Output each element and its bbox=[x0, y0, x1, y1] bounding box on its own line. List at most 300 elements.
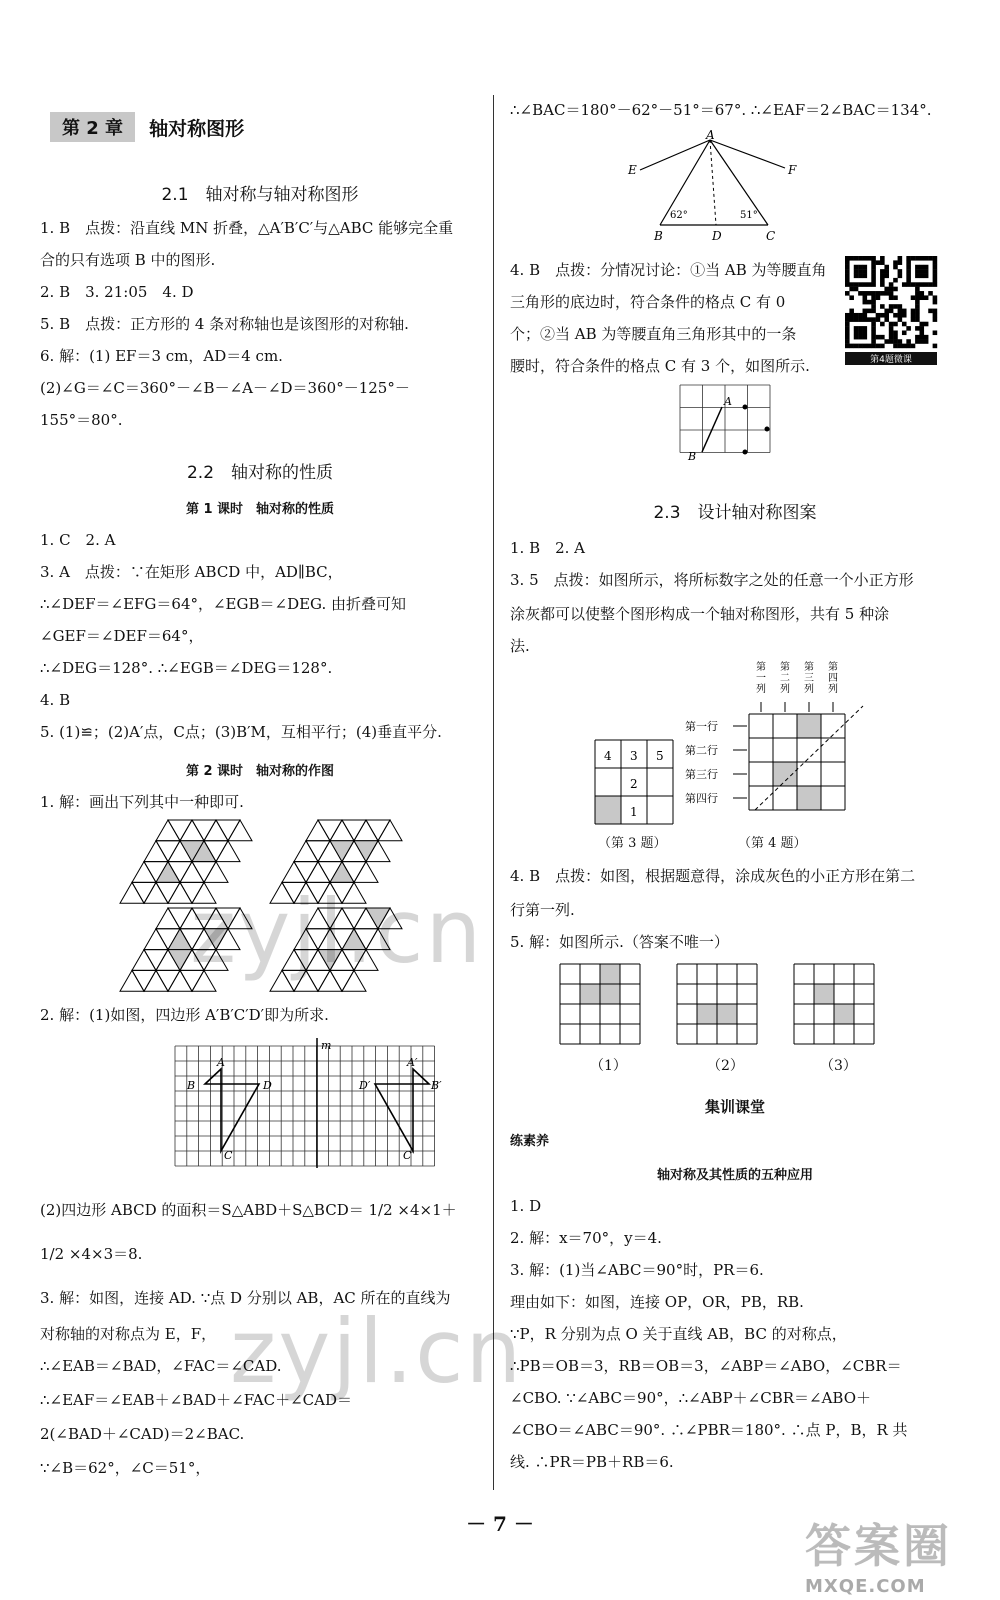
lattice-triangle bbox=[120, 970, 144, 991]
qr-module bbox=[915, 317, 920, 322]
qr-module bbox=[915, 287, 920, 292]
qr-module bbox=[858, 274, 863, 279]
qr-module bbox=[849, 295, 854, 300]
shaded-cell bbox=[834, 1004, 854, 1024]
qr-module bbox=[924, 282, 929, 287]
qr-module bbox=[871, 274, 876, 279]
lattice-triangle bbox=[144, 882, 168, 903]
qr-module bbox=[911, 256, 916, 261]
text-line: 法. bbox=[510, 637, 530, 655]
qr-module bbox=[893, 260, 898, 265]
text-line: 2. B 3. 21:05 4. D bbox=[40, 283, 194, 301]
text-line: ∠CBO. ∵∠ABC＝90°，∴∠ABP＋∠CBR＝∠ABO＋ bbox=[510, 1389, 872, 1407]
qr-module bbox=[854, 282, 859, 287]
chapter-heading bbox=[50, 112, 244, 142]
text-line: ∠CBO＝∠ABC＝90°. ∴∠PBR＝180°. ∴点 P，B，R 共 bbox=[510, 1421, 908, 1439]
lattice-triangle bbox=[330, 841, 354, 862]
label-m: m bbox=[321, 1039, 332, 1052]
qr-module bbox=[863, 330, 868, 335]
qr-module bbox=[889, 291, 894, 296]
qr-module bbox=[889, 287, 894, 292]
qr-module bbox=[854, 269, 859, 274]
section-2-2-title: 2.2 轴对称的性质 bbox=[186, 463, 334, 483]
text-line: 4. B 点拨：如图，根据题意得，涂成灰色的小正方形在第二 bbox=[510, 867, 916, 885]
qr-label: 第4题微课 bbox=[845, 352, 937, 365]
qr-module bbox=[880, 344, 885, 349]
text-line: ∵∠B＝62°，∠C＝51°， bbox=[40, 1459, 211, 1477]
column-label: 列 bbox=[804, 684, 814, 695]
text-line: (2)四边形 ABCD 的面积＝S△ABD＋S△BCD＝ 1/2 ×4×1＋ bbox=[40, 1201, 457, 1219]
qr-module bbox=[893, 339, 898, 344]
lattice-point-c bbox=[765, 427, 770, 432]
qr-module bbox=[911, 295, 916, 300]
qr-module bbox=[928, 282, 933, 287]
qr-module bbox=[880, 256, 885, 261]
qr-module bbox=[902, 322, 907, 327]
qr-module bbox=[889, 335, 894, 340]
qr-module bbox=[845, 282, 850, 287]
qr-module bbox=[919, 269, 924, 274]
qr-module bbox=[863, 291, 868, 296]
qr-module bbox=[845, 326, 850, 331]
text-line: 3. 解：如图，连接 AD. ∵点 D 分别以 AB，AC 所在的直线为 bbox=[40, 1289, 451, 1307]
qr-module bbox=[854, 287, 859, 292]
qr-module bbox=[863, 300, 868, 305]
qr-module bbox=[933, 274, 938, 279]
row-label: 第四行 bbox=[685, 792, 718, 805]
qr-module bbox=[871, 291, 876, 296]
cell-num: 1 bbox=[630, 805, 638, 819]
qr-module bbox=[871, 344, 876, 349]
quad-abcd-prime bbox=[375, 1069, 429, 1151]
text-line: 腰时，符合条件的格点 C 有 3 个，如图所示. bbox=[510, 357, 810, 375]
lattice-point-c bbox=[743, 450, 748, 455]
qr-module bbox=[933, 300, 938, 305]
qr-module bbox=[919, 265, 924, 270]
qr-module bbox=[889, 304, 894, 309]
qr-module bbox=[928, 309, 933, 314]
fig-5-grid bbox=[677, 964, 757, 1044]
qr-module bbox=[884, 309, 889, 314]
qr-module bbox=[871, 326, 876, 331]
qr-module bbox=[915, 300, 920, 305]
shaded-cell bbox=[580, 984, 600, 1004]
lattice-triangle bbox=[306, 841, 330, 862]
qr-module bbox=[863, 309, 868, 314]
qr-module bbox=[924, 339, 929, 344]
qr-module bbox=[858, 326, 863, 331]
column-label: 第 bbox=[756, 662, 766, 673]
text-line: ∴∠EAF＝∠EAB＋∠BAD＋∠FAC＋∠CAD＝ bbox=[40, 1391, 353, 1409]
text-line: 4. B bbox=[40, 691, 71, 709]
qr-module bbox=[880, 313, 885, 318]
qr-module bbox=[854, 256, 859, 261]
qr-module bbox=[906, 256, 911, 261]
qr-module bbox=[867, 256, 872, 261]
column-label: 列 bbox=[780, 684, 790, 695]
qr-module bbox=[845, 260, 850, 265]
qr-module bbox=[849, 344, 854, 349]
text-line: 行第一列. bbox=[510, 901, 575, 919]
qr-module bbox=[898, 344, 903, 349]
qr-module bbox=[867, 344, 872, 349]
lattice-triangle bbox=[168, 950, 192, 971]
qr-module bbox=[919, 322, 924, 327]
lattice-triangle bbox=[306, 820, 330, 841]
column-divider bbox=[493, 95, 494, 1490]
qr-module bbox=[849, 317, 854, 322]
qr-module bbox=[898, 313, 903, 318]
label-F: F bbox=[788, 163, 797, 177]
lattice-triangle bbox=[354, 841, 378, 862]
qr-module bbox=[915, 326, 920, 331]
qr-module bbox=[889, 282, 894, 287]
text-line: 涂灰都可以使整个图形构成一个轴对称图形，共有 5 种涂 bbox=[510, 605, 890, 623]
lattice-triangle bbox=[156, 882, 180, 903]
lattice-triangle bbox=[168, 970, 192, 991]
qr-module bbox=[876, 335, 881, 340]
qr-module bbox=[858, 282, 863, 287]
qr-module bbox=[898, 309, 903, 314]
qr-module bbox=[898, 339, 903, 344]
qr-module bbox=[849, 287, 854, 292]
qr-module bbox=[919, 330, 924, 335]
qr-module bbox=[871, 265, 876, 270]
qr-module bbox=[876, 317, 881, 322]
label-B-prime: B′ bbox=[431, 1079, 442, 1092]
qr-module bbox=[880, 304, 885, 309]
qr-module bbox=[915, 335, 920, 340]
qr-module bbox=[919, 256, 924, 261]
qr-module bbox=[915, 265, 920, 270]
qr-module bbox=[863, 282, 868, 287]
watermark: zyjl.cn bbox=[190, 880, 484, 983]
caption-5-1: （1） bbox=[590, 1058, 627, 1074]
practice-heading: 练素养 bbox=[510, 1134, 550, 1149]
qr-module bbox=[863, 317, 868, 322]
lattice-triangle bbox=[216, 820, 240, 841]
qr-module bbox=[863, 326, 868, 331]
lattice-triangle bbox=[120, 882, 144, 903]
chapter-number: 第 2 章 bbox=[50, 112, 135, 142]
qr-module bbox=[924, 265, 929, 270]
qr-module bbox=[858, 269, 863, 274]
lattice-triangle bbox=[156, 908, 180, 929]
lattice-triangle bbox=[168, 929, 192, 950]
label-B: B bbox=[688, 450, 697, 463]
qr-module bbox=[871, 282, 876, 287]
qr-module bbox=[889, 295, 894, 300]
section-2-1-title: 2.1 轴对称与轴对称图形 bbox=[161, 185, 359, 205]
qr-module bbox=[845, 322, 850, 327]
cell-num: 4 bbox=[604, 749, 612, 763]
watermark: zyjl.cn bbox=[230, 1300, 524, 1403]
label-A: A bbox=[724, 395, 732, 408]
qr-module bbox=[863, 265, 868, 270]
qr-module bbox=[854, 274, 859, 279]
qr-module bbox=[849, 309, 854, 314]
lattice-point-c bbox=[743, 405, 748, 410]
qr-module bbox=[928, 291, 933, 296]
cell-num: 5 bbox=[656, 749, 664, 763]
lattice-triangle bbox=[132, 950, 156, 971]
qr-module bbox=[858, 330, 863, 335]
lattice-triangle bbox=[378, 820, 402, 841]
fig-4-grid bbox=[685, 660, 875, 820]
fig-5-grid bbox=[794, 964, 874, 1044]
lattice-triangle bbox=[342, 820, 366, 841]
qr-module bbox=[933, 278, 938, 283]
reflection-grid-figure bbox=[175, 1038, 442, 1168]
qr-module bbox=[906, 274, 911, 279]
qr-module bbox=[924, 295, 929, 300]
qr-module bbox=[928, 256, 933, 261]
text-line: 5. (1)≌；(2)A′点，C点；(3)B′M，互相平行；(4)垂直平分. bbox=[40, 723, 442, 741]
lesson-1-title: 第 1 课时 轴对称的性质 bbox=[185, 502, 335, 517]
qr-module bbox=[906, 269, 911, 274]
label-D-prime: D′ bbox=[359, 1079, 371, 1092]
qr-module bbox=[858, 256, 863, 261]
text-line: 4. B 点拨：分情况讨论：①当 AB 为等腰直角 bbox=[510, 261, 827, 279]
qr-module bbox=[845, 265, 850, 270]
qr-module bbox=[845, 335, 850, 340]
qr-module bbox=[924, 335, 929, 340]
qr-module bbox=[871, 335, 876, 340]
qr-module bbox=[933, 317, 938, 322]
qr-module bbox=[863, 313, 868, 318]
lattice-triangle bbox=[168, 820, 192, 841]
text-line: ∴PB＝OB＝3，RB＝OB＝3，∠ABP＝∠ABO，∠CBR＝ bbox=[510, 1357, 902, 1375]
lattice-triangle bbox=[144, 841, 168, 862]
qr-module bbox=[902, 282, 907, 287]
text-line: ∴∠DEG＝128°. ∴∠EGB＝∠DEG＝128°. bbox=[40, 659, 333, 677]
qr-module bbox=[871, 260, 876, 265]
lattice-triangle bbox=[228, 820, 252, 841]
text-line: 155°＝80°. bbox=[40, 411, 123, 429]
text-line: 6. 解：(1) EF＝3 cm，AD＝4 cm. bbox=[40, 347, 283, 365]
qr-module bbox=[915, 339, 920, 344]
qr-module bbox=[915, 304, 920, 309]
qr-module bbox=[845, 278, 850, 283]
qr-module bbox=[933, 313, 938, 318]
qr-module bbox=[845, 344, 850, 349]
label-A: A bbox=[217, 1056, 225, 1069]
text-line: 2(∠BAD＋∠CAD)＝2∠BAC. bbox=[40, 1425, 245, 1443]
qr-module bbox=[871, 309, 876, 314]
qr-module bbox=[858, 317, 863, 322]
angle-62: 62° bbox=[670, 210, 688, 221]
qr-module bbox=[911, 317, 916, 322]
qr-module bbox=[889, 322, 894, 327]
text-line: 5. B 点拨：正方形的 4 条对称轴也是该图形的对称轴. bbox=[40, 315, 409, 333]
site-logo bbox=[805, 1510, 975, 1597]
lattice-triangle bbox=[156, 820, 180, 841]
caption-fig-4: （第 4 题） bbox=[738, 836, 807, 851]
qr-module bbox=[919, 274, 924, 279]
qr-module bbox=[911, 309, 916, 314]
lattice-triangle bbox=[132, 862, 156, 883]
column-label: 第 bbox=[804, 662, 814, 673]
qr-code[interactable] bbox=[845, 256, 937, 365]
qr-module bbox=[880, 335, 885, 340]
lattice-triangle bbox=[156, 841, 180, 862]
qr-module bbox=[867, 282, 872, 287]
qr-module bbox=[933, 282, 938, 287]
qr-module bbox=[854, 335, 859, 340]
lattice-triangle bbox=[180, 820, 204, 841]
qr-module bbox=[854, 265, 859, 270]
lattice-triangle bbox=[168, 908, 192, 929]
fig-5-grid bbox=[560, 964, 640, 1044]
shaded-cell bbox=[595, 796, 621, 824]
qr-module bbox=[854, 313, 859, 318]
qr-module bbox=[884, 274, 889, 279]
lattice-triangle bbox=[192, 820, 216, 841]
qr-module bbox=[906, 282, 911, 287]
lattice-triangle bbox=[216, 841, 240, 862]
qr-module bbox=[924, 322, 929, 327]
qr-module bbox=[884, 269, 889, 274]
qr-module bbox=[884, 287, 889, 292]
qr-module bbox=[867, 291, 872, 296]
text-line: 1. 解：画出下列其中一种即可. bbox=[40, 793, 244, 811]
label-C: C bbox=[224, 1149, 233, 1162]
caption-5-3: （3） bbox=[820, 1058, 857, 1074]
caption-fig-3: （第 3 题） bbox=[598, 836, 667, 851]
text-line: 1. C 2. A bbox=[40, 531, 116, 549]
qr-module bbox=[889, 326, 894, 331]
triangle-figure bbox=[620, 130, 810, 245]
text-line: 3. A 点拨：∵在矩形 ABCD 中，AD∥BC， bbox=[40, 563, 343, 581]
qr-module bbox=[898, 256, 903, 261]
qr-module bbox=[845, 313, 850, 318]
lattice-triangle bbox=[144, 929, 168, 950]
qr-module bbox=[893, 287, 898, 292]
lattice-triangle bbox=[294, 841, 318, 862]
qr-module bbox=[849, 282, 854, 287]
qr-module bbox=[898, 269, 903, 274]
qr-module bbox=[858, 291, 863, 296]
qr-module bbox=[854, 330, 859, 335]
qr-module bbox=[889, 330, 894, 335]
lattice-triangle bbox=[132, 970, 156, 991]
qr-module bbox=[889, 309, 894, 314]
qr-module bbox=[863, 344, 868, 349]
text-line: 三角形的底边时，符合条件的格点 C 有 0 bbox=[510, 293, 786, 311]
qr-module bbox=[871, 278, 876, 283]
qr-module bbox=[845, 256, 850, 261]
qr-module bbox=[933, 269, 938, 274]
qr-module bbox=[902, 313, 907, 318]
qr-module bbox=[893, 304, 898, 309]
qr-module bbox=[902, 309, 907, 314]
qr-module bbox=[933, 330, 938, 335]
qr-module bbox=[911, 344, 916, 349]
qr-module bbox=[871, 304, 876, 309]
qr-module bbox=[845, 269, 850, 274]
qr-module bbox=[933, 260, 938, 265]
qr-module bbox=[871, 269, 876, 274]
text-line: 1. B 2. A bbox=[510, 539, 586, 557]
column-label: 一 bbox=[756, 673, 766, 684]
qr-module bbox=[845, 274, 850, 279]
line-ae bbox=[640, 140, 710, 170]
qr-module bbox=[871, 330, 876, 335]
segment-ab bbox=[702, 407, 722, 452]
text-line: ∴∠BAC＝180°－62°－51°＝67°. ∴∠EAF＝2∠BAC＝134°. bbox=[510, 101, 932, 119]
text-line: 线. ∴PR＝PB＋RB＝6. bbox=[510, 1453, 674, 1471]
text-line: 个；②当 AB 为等腰直角三角形其中的一条 bbox=[510, 325, 797, 343]
quad-abcd bbox=[205, 1069, 259, 1151]
qr-module bbox=[933, 265, 938, 270]
text-line: 对称轴的对称点为 E，F， bbox=[40, 1325, 217, 1343]
qr-module bbox=[919, 326, 924, 331]
column-label: 第 bbox=[828, 662, 838, 673]
qr-module bbox=[915, 291, 920, 296]
qr-module bbox=[893, 335, 898, 340]
qr-module bbox=[924, 256, 929, 261]
lesson-2-title: 第 2 课时 轴对称的作图 bbox=[185, 764, 335, 779]
text-line: 理由如下：如图，连接 OP，OR，PB，RB. bbox=[510, 1293, 804, 1311]
qr-module bbox=[884, 313, 889, 318]
text-line: ∵P，R 分别为点 O 关于直线 AB，BC 的对称点， bbox=[510, 1325, 847, 1343]
text-line: (2)∠G＝∠C＝360°－∠B－∠A－∠D＝360°－125°－ bbox=[40, 379, 410, 397]
lattice-triangle bbox=[144, 950, 168, 971]
label-A: A bbox=[706, 128, 715, 142]
qr-module bbox=[863, 269, 868, 274]
qr-module bbox=[915, 313, 920, 318]
qr-module bbox=[915, 309, 920, 314]
qr-module bbox=[854, 317, 859, 322]
label-B: B bbox=[187, 1079, 196, 1092]
qr-module bbox=[933, 309, 938, 314]
column-label: 二 bbox=[780, 673, 790, 684]
qr-module bbox=[845, 330, 850, 335]
shaded-cell bbox=[717, 1004, 737, 1024]
qr-module bbox=[880, 322, 885, 327]
qr-module bbox=[893, 265, 898, 270]
cell-num: 3 bbox=[630, 749, 638, 763]
qr-module bbox=[906, 260, 911, 265]
text-line: 1. B 点拨：沿直线 MN 折叠，△A′B′C′与△ABC 能够完全重 bbox=[40, 219, 454, 237]
qr-module bbox=[898, 274, 903, 279]
qr-module bbox=[845, 317, 850, 322]
section-2-3-title: 2.3 设计轴对称图案 bbox=[653, 503, 817, 523]
qr-module bbox=[893, 322, 898, 327]
qr-module bbox=[876, 344, 881, 349]
column-label: 列 bbox=[756, 684, 766, 695]
qr-module bbox=[915, 282, 920, 287]
lattice-triangle bbox=[144, 970, 168, 991]
qr-module bbox=[902, 330, 907, 335]
qr-module bbox=[915, 269, 920, 274]
qr-module bbox=[871, 295, 876, 300]
qr-module bbox=[889, 339, 894, 344]
qr-module bbox=[915, 274, 920, 279]
text-line: ∴∠EAB＝∠BAD，∠FAC＝∠CAD. bbox=[40, 1357, 282, 1375]
line-af bbox=[710, 140, 785, 168]
qr-module bbox=[919, 291, 924, 296]
qr-module bbox=[858, 344, 863, 349]
qr-module bbox=[871, 317, 876, 322]
row-label: 第二行 bbox=[685, 744, 718, 757]
text-line: 1/2 ×4×3＝8. bbox=[40, 1245, 143, 1263]
lattice-triangle bbox=[330, 820, 354, 841]
lattice-triangle bbox=[204, 820, 228, 841]
lattice-triangle bbox=[156, 862, 180, 883]
text-line: 5. 解：如图所示.（答案不唯一） bbox=[510, 933, 729, 951]
qr-module bbox=[871, 322, 876, 327]
